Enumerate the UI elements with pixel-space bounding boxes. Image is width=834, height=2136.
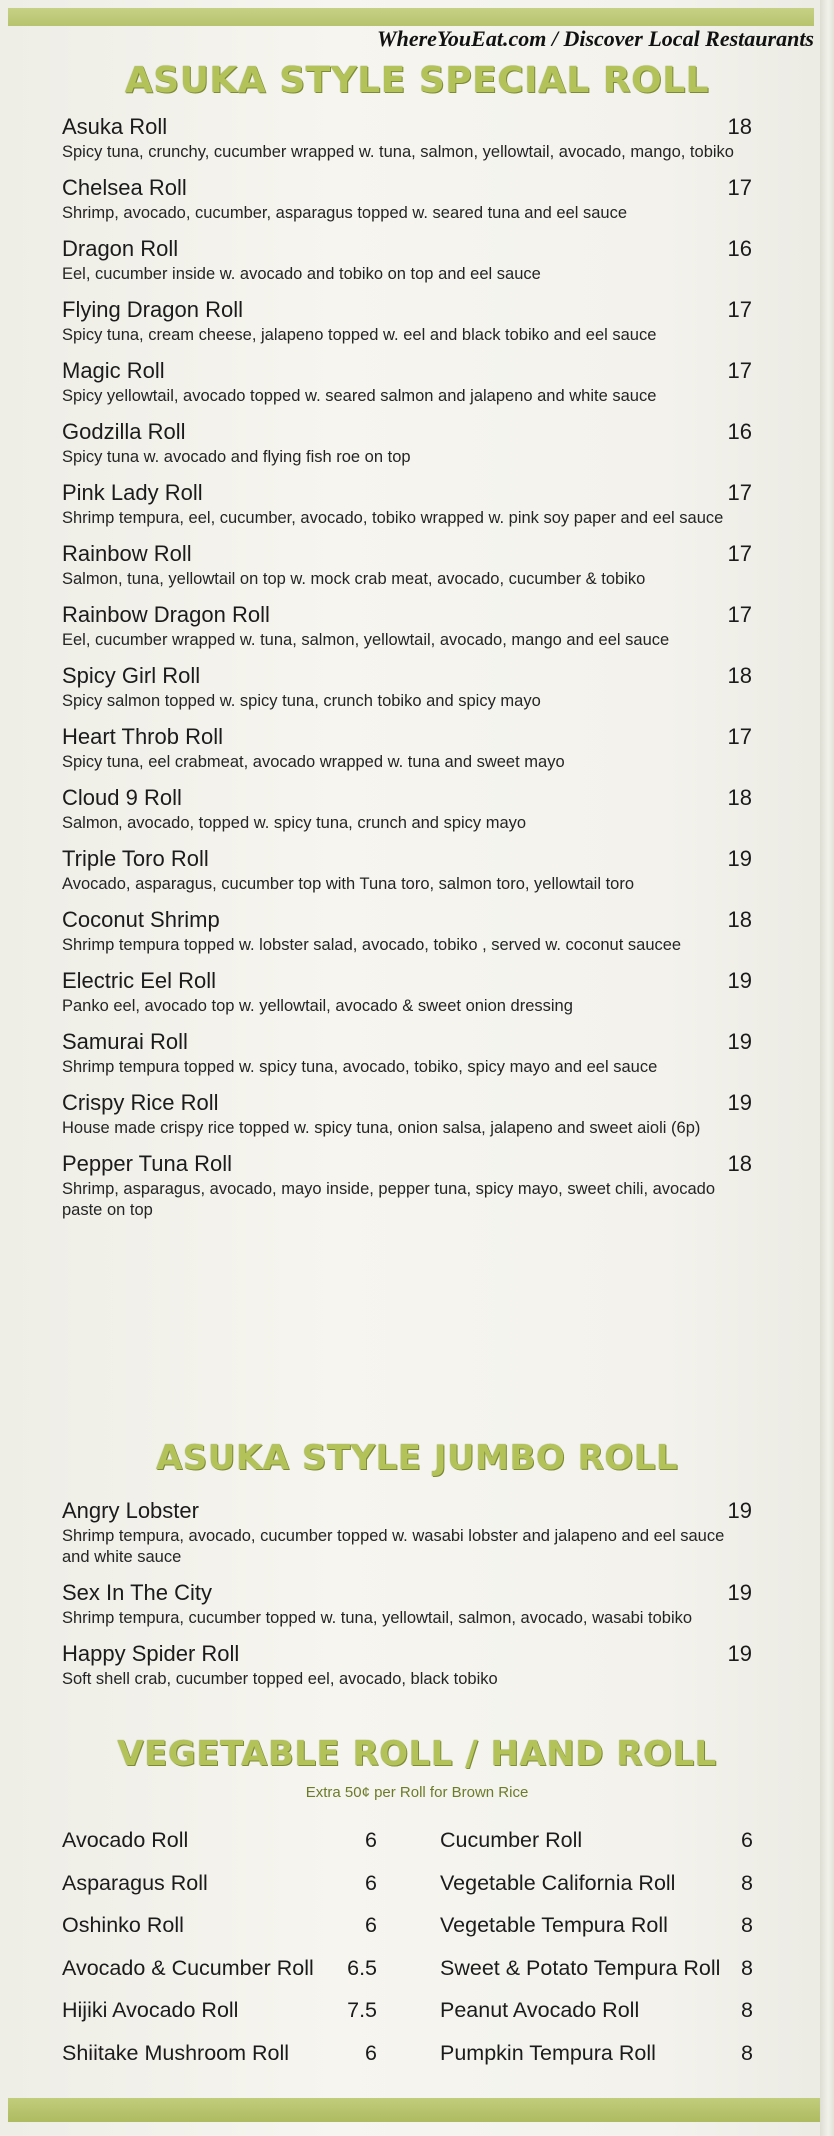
menu-item-description: Eel, cucumber wrapped w. tuna, salmon, yellowtail, avocado, mango and eel sauce <box>62 631 670 649</box>
menu-item-name: Coconut Shrimp <box>62 907 220 932</box>
menu-item <box>62 358 752 407</box>
menu-item-name: Pepper Tuna Roll <box>62 1151 232 1176</box>
menu-item-name: Triple Toro Roll <box>62 846 209 871</box>
menu-item-name: Rainbow Roll <box>62 541 192 566</box>
menu-item <box>62 541 752 590</box>
vegetable-roll-name: Avocado & Cucumber Roll <box>62 1955 314 1980</box>
menu-item-name: Electric Eel Roll <box>62 968 217 993</box>
vegetable-roll-name: Oshinko Roll <box>62 1913 184 1937</box>
vegetable-roll-item <box>440 1871 753 1914</box>
vegetable-roll-price: 8 <box>741 1998 753 2022</box>
special-roll-list <box>62 114 752 1233</box>
vegetable-roll-name: Peanut Avocado Roll <box>440 1998 640 2022</box>
menu-item-description: Eel, cucumber inside w. avocado and tobiko on top and eel sauce <box>62 265 541 283</box>
menu-item-price: 17 <box>727 297 752 322</box>
vegetable-roll-name: Asparagus Roll <box>62 1870 208 1895</box>
menu-item-header <box>62 1029 752 1055</box>
menu-item-name: Dragon Roll <box>62 236 179 261</box>
menu-item-name: Flying Dragon Roll <box>62 297 243 322</box>
vegetable-roll-price: 8 <box>741 1870 753 1895</box>
menu-item-price: 19 <box>727 1498 752 1523</box>
vegetable-roll-name: Cucumber Roll <box>440 1828 583 1852</box>
vegetable-roll-item <box>62 1998 377 2041</box>
menu-item-price: 19 <box>727 968 752 993</box>
menu-item <box>62 846 752 895</box>
watermark: WhereYouEat.com / Discover Local Restaurants <box>377 26 814 51</box>
menu-item-price: 19 <box>727 1029 752 1054</box>
menu-item-header <box>62 1151 752 1177</box>
menu-item-description: Shrimp tempura topped w. spicy tuna, avocado, tobiko, spicy mayo and eel sauce <box>62 1058 658 1076</box>
menu-item-description: Panko eel, avocado top w. yellowtail, avocado & sweet onion dressing <box>62 997 573 1015</box>
menu-item <box>62 785 752 834</box>
menu-item <box>62 907 752 956</box>
vegetable-roll-item <box>62 1828 377 1871</box>
vegetable-roll-item <box>62 2041 377 2084</box>
vegetable-roll-name: Hijiki Avocado Roll <box>62 1998 239 2022</box>
menu-item <box>62 419 752 468</box>
menu-item <box>62 1151 752 1221</box>
brown-rice-note: Extra 50¢ per Roll for Brown Rice <box>305 1784 529 1801</box>
menu-item-price: 16 <box>727 236 752 261</box>
menu-item-name: Happy Spider Roll <box>62 1641 240 1666</box>
menu-item-price: 17 <box>727 358 752 383</box>
menu-item-name: Chelsea Roll <box>62 175 187 200</box>
menu-item-header <box>62 968 752 994</box>
menu-item-description: Shrimp tempura topped w. lobster salad, avocado, tobiko , served w. coconut saucee <box>62 936 682 954</box>
menu-item <box>62 1498 752 1568</box>
vegetable-roll-price: 6 <box>365 2040 377 2065</box>
vegetable-roll-price: 6 <box>365 1913 377 1937</box>
menu-item <box>62 663 752 712</box>
vegetable-roll-item <box>440 1913 753 1956</box>
menu-item-name: Rainbow Dragon Roll <box>62 602 270 627</box>
vegetable-roll-column-left <box>62 1828 377 2083</box>
bottom-border-bar <box>8 2098 820 2122</box>
vegetable-roll-price: 7.5 <box>347 1998 377 2022</box>
menu-item-description: Soft shell crab, cucumber topped eel, avocado, black tobiko <box>62 1670 498 1688</box>
menu-item-description: Shrimp tempura, cucumber topped w. tuna, yellowtail, salmon, avocado, wasabi tobiko <box>62 1609 693 1627</box>
vegetable-roll-item <box>440 1828 753 1871</box>
vegetable-roll-name: Vegetable California Roll <box>440 1870 676 1895</box>
menu-item <box>62 236 752 285</box>
vegetable-roll-price: 6 <box>365 1828 377 1852</box>
vegetable-roll-item <box>62 1956 377 1999</box>
menu-item-name: Spicy Girl Roll <box>62 663 201 688</box>
menu-item-header <box>62 114 752 140</box>
menu-item-name: Sex In The City <box>62 1580 212 1605</box>
menu-item-price: 17 <box>727 541 752 566</box>
menu-item-description: Shrimp, asparagus, avocado, mayo inside, pepper tuna, spicy mayo, sweet chili, avocado paste on top <box>62 1180 716 1219</box>
menu-item-price: 18 <box>727 1151 752 1176</box>
jumbo-roll-title: ASUKA STYLE JUMBO ROLL <box>155 1438 679 1478</box>
menu-item <box>62 1641 752 1690</box>
menu-item-name: Heart Throb Roll <box>62 724 223 749</box>
menu-item-header <box>62 724 752 750</box>
menu-item <box>62 297 752 346</box>
menu-item-header <box>62 785 752 811</box>
menu-item-description: Salmon, avocado, topped w. spicy tuna, crunch and spicy mayo <box>62 814 527 832</box>
menu-item-price: 16 <box>727 419 752 444</box>
vegetable-roll-price: 6.5 <box>347 1955 377 1980</box>
vegetable-roll-item <box>62 1871 377 1914</box>
page-edge-shadow <box>820 0 834 2136</box>
vegetable-roll-price: 8 <box>741 2040 753 2065</box>
menu-item-description: Shrimp tempura, avocado, cucumber topped w. wasabi lobster and jalapeno and eel sauce and white sauce <box>62 1527 725 1566</box>
vegetable-roll-name: Avocado Roll <box>62 1828 189 1852</box>
menu-item-description: Spicy tuna, crunchy, cucumber wrapped w. tuna, salmon, yellowtail, avocado, mango, tobiko <box>62 143 734 161</box>
menu-item-header <box>62 236 752 262</box>
menu-item-description: Spicy tuna, eel crabmeat, avocado wrapped w. tuna and sweet mayo <box>62 753 565 771</box>
vegetable-roll-column-right <box>440 1828 753 2083</box>
menu-item-header <box>62 419 752 445</box>
menu-item-description: Spicy salmon topped w. spicy tuna, crunch tobiko and spicy mayo <box>62 692 541 710</box>
vegetable-roll-price: 6 <box>365 1870 377 1895</box>
menu-item-name: Crispy Rice Roll <box>62 1090 219 1115</box>
menu-item-description: Spicy yellowtail, avocado topped w. seared salmon and jalapeno and white sauce <box>62 387 657 405</box>
menu-item <box>62 1090 752 1139</box>
menu-item <box>62 1029 752 1078</box>
menu-item-header <box>62 1498 752 1524</box>
menu-item-price: 19 <box>727 1580 752 1605</box>
menu-item-name: Cloud 9 Roll <box>62 785 182 810</box>
menu-item-price: 19 <box>727 1090 752 1115</box>
top-border-bar <box>8 8 814 26</box>
vegetable-roll-item <box>62 1913 377 1956</box>
vegetable-roll-item <box>440 2041 753 2084</box>
menu-item <box>62 175 752 224</box>
vegetable-roll-price: 6 <box>741 1828 753 1852</box>
menu-item-description: Salmon, tuna, yellowtail on top w. mock crab meat, avocado, cucumber & tobiko <box>62 570 646 588</box>
special-roll-title: ASUKA STYLE SPECIAL ROLL <box>124 60 710 101</box>
menu-item-price: 17 <box>727 724 752 749</box>
vegetable-roll-price: 8 <box>741 1955 753 1980</box>
menu-item-price: 18 <box>727 785 752 810</box>
menu-item-header <box>62 297 752 323</box>
menu-item-price: 18 <box>727 114 752 139</box>
menu-item-price: 17 <box>727 175 752 200</box>
vegetable-roll-price: 8 <box>741 1913 753 1937</box>
menu-item-price: 19 <box>727 846 752 871</box>
menu-item-price: 18 <box>727 907 752 932</box>
vegetable-roll-name: Sweet & Potato Tempura Roll <box>440 1955 721 1980</box>
menu-item-description: Shrimp tempura, eel, cucumber, avocado, tobiko wrapped w. pink soy paper and eel sauce <box>62 509 724 527</box>
menu-item-name: Pink Lady Roll <box>62 480 203 505</box>
menu-item <box>62 1580 752 1629</box>
menu-item-header <box>62 663 752 689</box>
vegetable-roll-name: Vegetable Tempura Roll <box>440 1913 668 1937</box>
menu-item-name: Samurai Roll <box>62 1029 188 1054</box>
menu-item-header <box>62 358 752 384</box>
menu-item <box>62 114 752 163</box>
menu-item-description: Avocado, asparagus, cucumber top with Tuna toro, salmon toro, yellowtail toro <box>62 875 634 893</box>
menu-item-description: House made crispy rice topped w. spicy tuna, onion salsa, jalapeno and sweet aioli (6p) <box>62 1119 701 1137</box>
menu-item <box>62 480 752 529</box>
menu-item-header <box>62 541 752 567</box>
menu-item-header <box>62 907 752 933</box>
menu-item-header <box>62 1090 752 1116</box>
vegetable-roll-item <box>440 1998 753 2041</box>
menu-item-price: 19 <box>727 1641 752 1666</box>
menu-item <box>62 602 752 651</box>
menu-item-header <box>62 480 752 506</box>
menu-item <box>62 724 752 773</box>
vegetable-roll-name: Shiitake Mushroom Roll <box>62 2040 290 2065</box>
menu-item-header <box>62 602 752 628</box>
menu-item-header <box>62 846 752 872</box>
menu-item-price: 17 <box>727 602 752 627</box>
menu-item-description: Spicy tuna w. avocado and flying fish roe on top <box>62 448 411 466</box>
jumbo-roll-list <box>62 1498 752 1702</box>
menu-item-header <box>62 175 752 201</box>
menu-item-name: Godzilla Roll <box>62 419 186 444</box>
menu-item-price: 18 <box>727 663 752 688</box>
menu-item-name: Magic Roll <box>62 358 165 383</box>
menu-item-header <box>62 1580 752 1606</box>
menu-item <box>62 968 752 1017</box>
menu-item-description: Spicy tuna, cream cheese, jalapeno topped w. eel and black tobiko and eel sauce <box>62 326 657 344</box>
menu-item-description: Shrimp, avocado, cucumber, asparagus topped w. seared tuna and eel sauce <box>62 204 628 222</box>
menu-item-name: Asuka Roll <box>62 114 168 139</box>
menu-item-header <box>62 1641 752 1667</box>
vegetable-roll-item <box>440 1956 753 1999</box>
menu-item-price: 17 <box>727 480 752 505</box>
menu-item-name: Angry Lobster <box>62 1498 199 1523</box>
vegetable-roll-name: Pumpkin Tempura Roll <box>440 2040 656 2065</box>
vegetable-roll-title: VEGETABLE ROLL / HAND ROLL <box>117 1734 717 1774</box>
